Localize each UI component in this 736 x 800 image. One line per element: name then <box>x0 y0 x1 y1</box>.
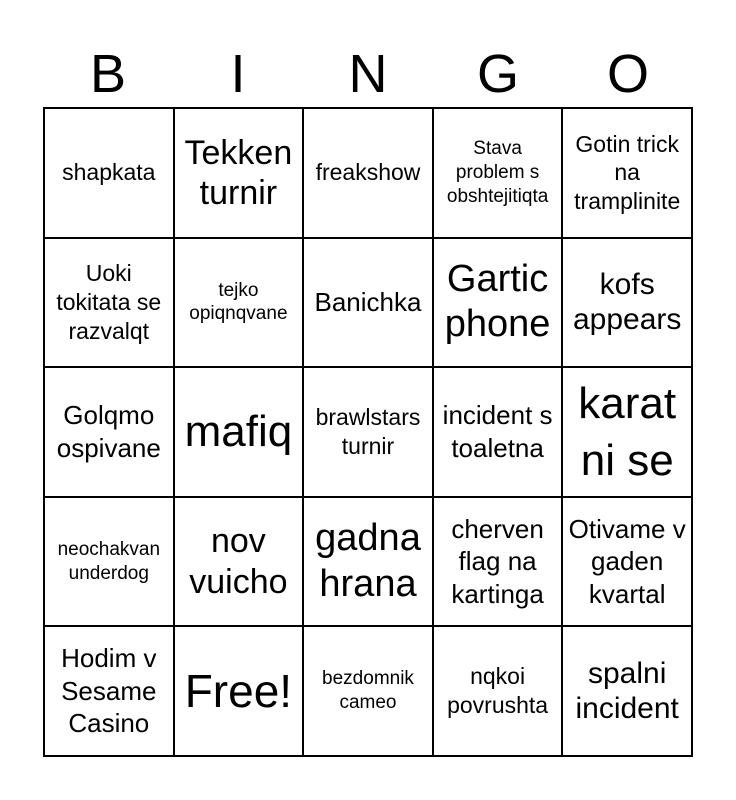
bingo-cell[interactable] <box>303 497 433 627</box>
bingo-cell[interactable] <box>562 497 692 627</box>
bingo-cell[interactable] <box>174 497 304 627</box>
cell-text: Gartic phone <box>444 257 551 346</box>
bingo-cell[interactable] <box>433 626 563 756</box>
cell-text: nov vuicho <box>189 522 288 601</box>
header-letter-b: B <box>89 44 127 104</box>
bingo-cell[interactable] <box>433 108 563 238</box>
cell-text: neochakvan underdog <box>57 538 161 584</box>
bingo-cell[interactable] <box>562 367 692 497</box>
cell-text: Golqmo ospivane <box>56 400 161 463</box>
cell-text: kofs appears <box>572 268 682 337</box>
free-cell[interactable] <box>174 626 304 756</box>
bingo-cell[interactable] <box>433 497 563 627</box>
bingo-cell[interactable] <box>303 367 433 497</box>
bingo-cell[interactable] <box>44 497 174 627</box>
cell-text: Tekken turnir <box>184 133 293 212</box>
bingo-cell[interactable] <box>44 108 174 238</box>
bingo-cell[interactable] <box>433 238 563 368</box>
cell-text: freakshow <box>315 159 421 186</box>
cell-text: cherven flag na kartinga <box>451 513 544 609</box>
cell-text: Otivame v gaden kvartal <box>568 513 686 609</box>
cell-text: incident s toaletna <box>442 400 553 463</box>
bingo-cell[interactable] <box>303 238 433 368</box>
header-letter-i: I <box>230 44 246 104</box>
bingo-cell[interactable] <box>174 108 304 238</box>
bingo-cell[interactable] <box>44 367 174 497</box>
cell-text: Stava problem s obshtejitiqta <box>446 138 549 207</box>
bingo-cell[interactable] <box>562 238 692 368</box>
bingo-cell[interactable] <box>433 367 563 497</box>
header-letter-g: G <box>476 44 519 104</box>
cell-text: brawlstars turnir <box>315 404 421 459</box>
bingo-cell[interactable] <box>303 626 433 756</box>
cell-text: karat ni se <box>578 378 677 485</box>
cell-text: gadna hrana <box>315 517 421 605</box>
cell-text: bezdomnik cameo <box>322 668 414 714</box>
cell-text: nqkoi povrushta <box>447 663 549 719</box>
cell-text: Gotin trick na tramplinite <box>574 130 681 215</box>
bingo-cell[interactable] <box>174 367 304 497</box>
free-cell-text: Free! <box>184 664 293 717</box>
bingo-cell[interactable] <box>562 626 692 756</box>
cell-text: tejko opiqnqvane <box>189 279 288 325</box>
cell-text: Hodim v Sesame Casino <box>61 643 157 739</box>
bingo-cell[interactable] <box>44 626 174 756</box>
cell-text: mafiq <box>184 407 293 457</box>
bingo-header <box>43 40 693 108</box>
bingo-board <box>43 107 693 757</box>
header-letter-n: N <box>348 44 388 104</box>
bingo-cell[interactable] <box>174 238 304 368</box>
cell-text: Banichka <box>314 287 422 318</box>
bingo-cell[interactable] <box>562 108 692 238</box>
cell-text: Uoki tokitata se razvalqt <box>56 260 162 344</box>
cell-text: spalni incident <box>575 656 679 726</box>
bingo-cell[interactable] <box>303 108 433 238</box>
bingo-cell[interactable] <box>44 238 174 368</box>
cell-text: shapkata <box>62 159 156 186</box>
header-letter-o: O <box>606 44 649 104</box>
